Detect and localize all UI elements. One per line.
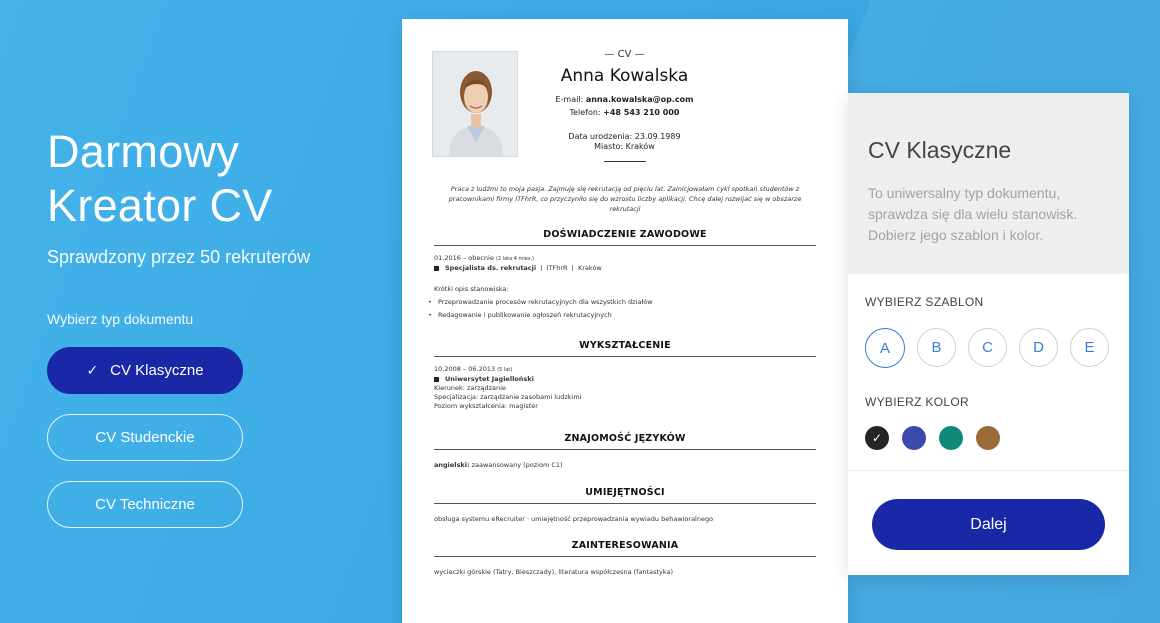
check-icon: ✓ [871, 431, 883, 445]
color-picker [865, 426, 1129, 450]
type-button-cv-klasyczne[interactable]: ✓ CV Klasyczne [47, 347, 243, 394]
doc-type-label: Wybierz typ dokumentu [47, 311, 194, 327]
cv-intro: Praca z ludźmi to moja pasja. Zajmuję się rekrutacją od pięciu lat. Zainicjowałam cykl spotkań studentów z pracownikami firmy ITFhrR, co przyczyniło się do wzrostu liczby aplikacji. Chcę dalej rozwijać się w obszarze rekrutacji [448, 185, 802, 213]
hero-title: Darmowy Kreator CV [47, 126, 273, 231]
list-item: • Redagowanie i publikowanie ogłoszeń rekrutacyjnych [434, 311, 816, 320]
cv-section-languages: ZNAJOMOŚĆ JĘZYKÓW angielski: zaawansowany (poziom C1) [434, 433, 816, 470]
template-option-d[interactable]: D [1019, 328, 1058, 367]
template-option-a[interactable]: A [865, 328, 905, 368]
type-button-cv-techniczne[interactable]: CV Techniczne [47, 481, 243, 528]
cv-divider [604, 161, 646, 162]
type-button-cv-studenckie[interactable]: CV Studenckie [47, 414, 243, 461]
cv-personal: Data urodzenia: 23.09.1989 Miasto: Kraków [568, 132, 681, 151]
template-option-c[interactable]: C [968, 328, 1007, 367]
cv-mark: — CV — [604, 49, 645, 60]
cv-preview [402, 19, 848, 623]
color-swatch-brown[interactable] [976, 426, 1000, 450]
options-panel [848, 93, 1129, 575]
cv-section-experience: DOŚWIADCZENIE ZAWODOWE 01.2016 – obecnie (2 lata 4 mies.) Specjalista ds. rekrutacji | ITFhrR | Kraków Krótki opis stanowiska: • Przeprowadzanie procesów rekrutacyjnych dla wszystkich działów • Redagowanie i publikowanie ogłoszeń rekrutacyjnych [434, 229, 816, 320]
template-option-b[interactable]: B [917, 328, 956, 367]
panel-header [848, 93, 1129, 274]
cv-name: Anna Kowalska [560, 66, 689, 86]
cv-email: E-mail: anna.kowalska@op.com [555, 95, 694, 104]
profile-photo [432, 51, 518, 157]
template-picker [865, 328, 1129, 368]
template-label: WYBIERZ SZABLON [865, 295, 984, 309]
list-item: • Przeprowadzanie procesów rekrutacyjnych dla wszystkich działów [434, 298, 816, 307]
hero-section [47, 125, 367, 528]
panel-divider [848, 470, 1129, 471]
hero-subtitle: Sprawdzony przez 50 rekruterów [47, 247, 311, 267]
cv-phone: Telefon: +48 543 210 000 [569, 108, 680, 117]
panel-title: CV Klasyczne [868, 137, 1012, 163]
check-icon: ✓ [86, 362, 99, 378]
cv-section-education: WYKSZTAŁCENIE 10.2008 – 06.2013 (5 lat) Uniwersytet Jagielloński Kierunek: zarządzanie Specjalizacja: zarządzanie zasobami ludzkimi Poziom wykształcenia: magister [434, 340, 816, 411]
color-swatch-black[interactable] [865, 426, 889, 450]
cv-section-skills: UMIEJĘTNOŚCI obsługa systemu eRecruiter · umiejętność przeprowadzania wywiadu behawioralnego [434, 487, 816, 524]
color-label: WYBIERZ KOLOR [865, 395, 969, 409]
template-option-e[interactable]: E [1070, 328, 1109, 367]
cv-section-interests: ZAINTERESOWANIA wycieczki górskie (Tatry, Bieszczady), literatura współczesna (fantastyka) [434, 540, 816, 577]
panel-description: To uniwersalny typ dokumentu, sprawdza się dla wielu stanowisk. Dobierz jego szablon i kolor. [868, 185, 1078, 243]
color-swatch-teal[interactable] [939, 426, 963, 450]
color-swatch-blue[interactable] [902, 426, 926, 450]
cv-header [532, 49, 717, 162]
next-button[interactable]: Dalej [872, 499, 1105, 550]
